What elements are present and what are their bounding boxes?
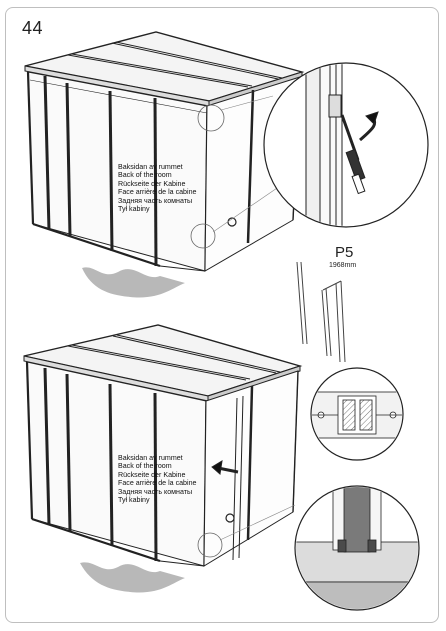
part-length: 1968mm — [329, 262, 357, 269]
label-line: Back of the room — [118, 462, 172, 471]
back-of-room-label-top — [118, 163, 196, 213]
zoom-detail-base — [290, 480, 430, 612]
step-number: 44 — [22, 18, 44, 38]
bottom-cabin — [24, 325, 300, 566]
label-line: Tył kabiny — [118, 496, 150, 505]
label-line: Baksidan av rummet — [118, 454, 183, 462]
zoom-detail-cross-section — [310, 368, 404, 460]
label-line: Baksidan av rummet — [118, 163, 183, 171]
label-line: Rückseite der Kabine — [118, 470, 186, 479]
floor-shadow-top — [82, 267, 185, 297]
part-id: P5 — [335, 244, 354, 261]
label-line: Задняя часть комнаты — [118, 196, 193, 205]
label-line: Face arrière de la cabine — [118, 479, 197, 488]
label-line: Rückseite der Kabine — [118, 179, 186, 188]
label-line: Tył kabiny — [118, 205, 150, 214]
back-of-room-label-bottom — [118, 454, 196, 504]
label-line: Back of the room — [118, 171, 172, 180]
label-line: Face arrière de la cabine — [118, 188, 197, 197]
floor-shadow-bottom — [80, 562, 185, 592]
part-p5-profile — [297, 262, 345, 362]
label-line: Задняя часть комнаты — [118, 487, 193, 496]
top-cabin — [25, 32, 302, 271]
